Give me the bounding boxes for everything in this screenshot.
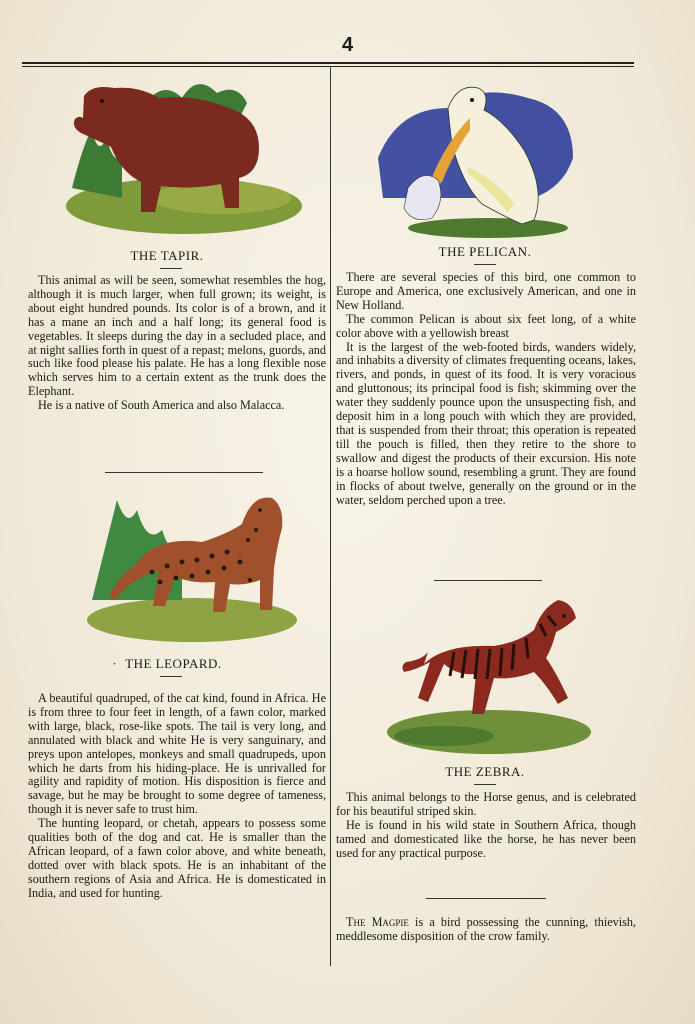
- leopard-illustration: [72, 490, 297, 650]
- separator-rule: [434, 580, 542, 581]
- magpie-body: is a bird possessing the cunning, thievish, meddlesome disposition of the crow family.: [336, 915, 637, 943]
- pelican-illustration: [378, 78, 578, 238]
- leopard-heading: [22, 656, 312, 672]
- zebra-paragraph-2: He is found in his wild state in Southern Africa, though tamed and domesticated like the horse, he has never been used for any practical purpose.: [336, 817, 636, 860]
- leopard-heading-label: THE LEOPARD.: [125, 656, 222, 671]
- magpie-paragraph: [336, 916, 636, 944]
- tapir-paragraph-1: This animal as will be seen, somewhat resembles the hog, although it is much larger, when full grown; its weight, is about eight hundred pounds. Its color is of a brown, and it has a mane an inch and a half long; its general food is vegetables. It sleeps during the day in a secluded place, and at night sallies forth in quest of a repast; melons, guords, and such like food please his palate. He has a long flexible nose which serves him to a certain extent as the trunk does the Elephant.: [28, 273, 326, 399]
- pelican-paragraph-3: It is the largest of the web-footed birds, wanders widely, and inhabits a diversity of climates frequenting oceans, lakes, rivers, and ponds, in quest of its food. It is very voracious and gluttonous; its principal food is fish; skimming over the water they suddenly pounce upon the unsuspecting fish, and deposit him in a long pouch with which they are provided, that is suspended from their throat; this operation is repeated till the pouch is filled, then they retire to the shore to swallow and digest the products of their excursion. His note is a hoarse hollow sound, resembling a grunt. They are found in flocks of about twelve, generally on the ground or in the water, seldom perched upon a tree.: [336, 339, 636, 507]
- zebra-text: [336, 791, 636, 861]
- zebra-heading-dash: [474, 784, 496, 785]
- pelican-paragraph-2: The common Pelican is about six feet long, of a white color above with a yellowish breast: [336, 311, 636, 340]
- zebra-illustration: [384, 594, 594, 759]
- leopard-heading-dash: [160, 676, 182, 677]
- leopard-paragraph-2: The hunting leopard, or chetah, appears to possess some qualities both of the dog and cat. He is smaller than the African leopard, of a fawn color above, and white beneath, dotted over with black spots. He is an inhabitant of the southern regions of Asia and Africa. He is domesticated in India, and used for hunting.: [28, 816, 326, 900]
- magpie-lead: The Magpie: [346, 915, 409, 929]
- header-rule: [22, 62, 634, 64]
- pelican-paragraph-1: There are several species of this bird, one common to Europe and America, one exclusively American, and one in New Holland.: [336, 270, 636, 312]
- page-number: 4: [341, 34, 354, 56]
- zebra-heading: THE ZEBRA.: [445, 764, 525, 779]
- pelican-heading: THE PELICAN.: [438, 244, 532, 259]
- pelican-text: [336, 271, 636, 507]
- separator-rule: [426, 898, 546, 899]
- tapir-text: [28, 274, 326, 413]
- tapir-heading: THE TAPIR.: [130, 248, 204, 263]
- zebra-paragraph-1: This animal belongs to the Horse genus, and is celebrated for his beautiful striped skin.: [336, 790, 636, 818]
- separator-rule: [105, 472, 263, 473]
- leopard-heading-dot: ·: [112, 656, 118, 671]
- tapir-heading-dash: [160, 268, 182, 269]
- column-divider: [330, 66, 331, 966]
- header-rule-thin: [22, 66, 634, 67]
- pelican-heading-dash: [474, 264, 496, 265]
- tapir-paragraph-2: He is a native of South America and also Malacca.: [38, 398, 285, 413]
- leopard-text: [28, 692, 326, 901]
- leopard-paragraph-1: A beautiful quadruped, of the cat kind, found in Africa. He is from three to four feet in length, of a fawn color, marked with large, black, rose-like spots. The tail is very long, and annulated with black and white He is very sanguinary, and preys upon antelopes, monkeys and small quadrupeds, upon which he darts from his hiding-place. He is unrivalled for agility and rapidity of motion. His disposition is fierce and savage, but he may be brought to some degree of tameness, though it is never safe to trust him.: [28, 691, 326, 817]
- magpie-text: [336, 916, 636, 944]
- tapir-illustration: [62, 78, 307, 238]
